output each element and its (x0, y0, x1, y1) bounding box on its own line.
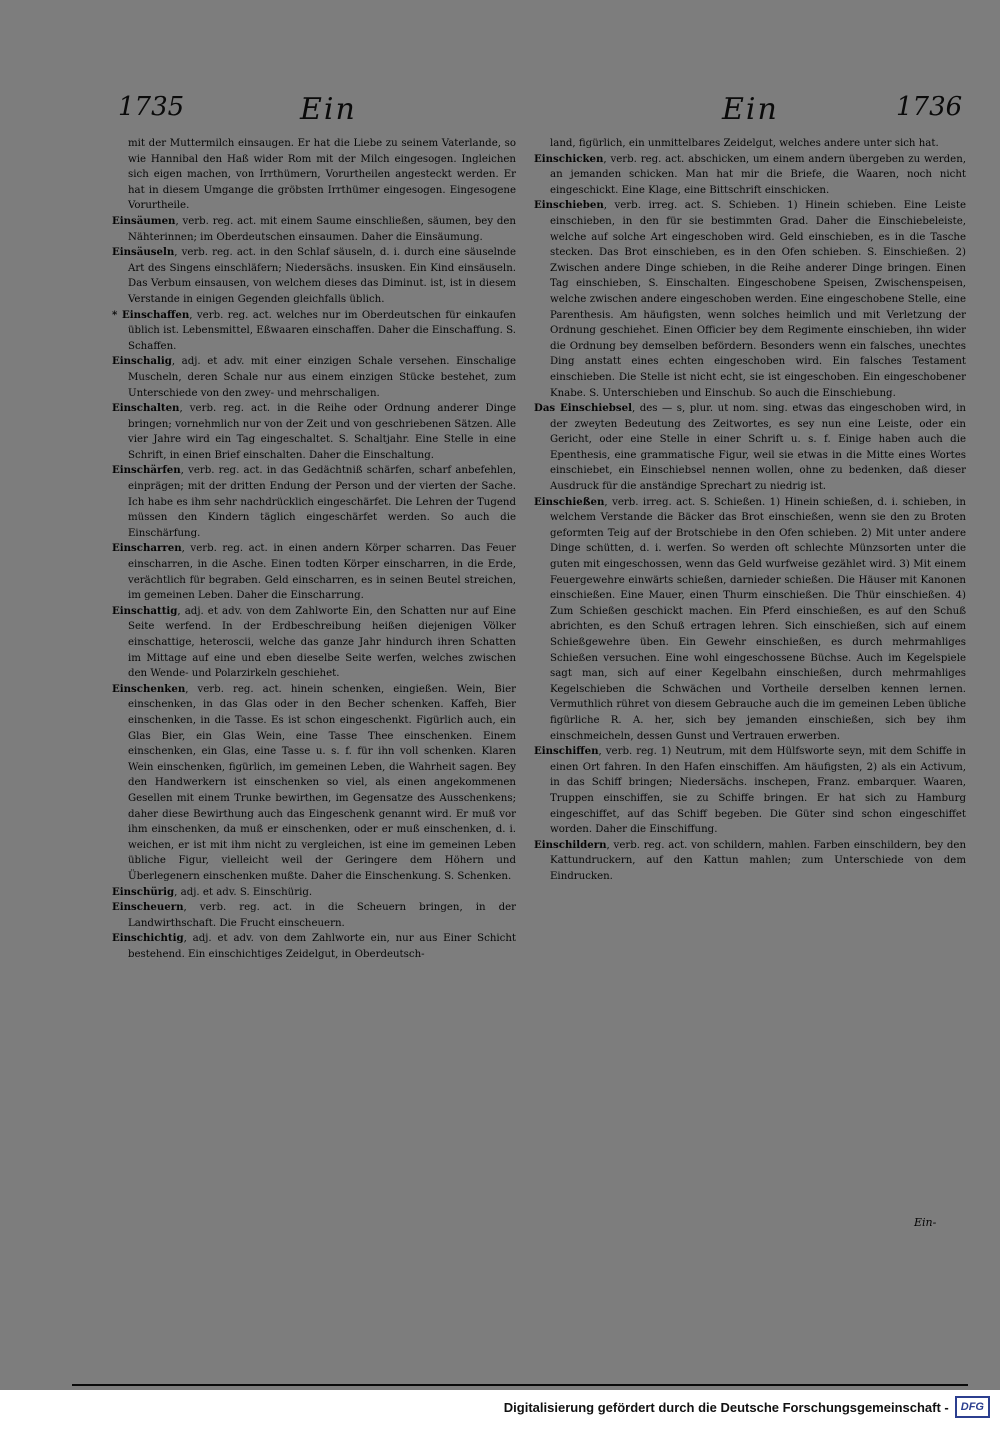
entry-headword: Einschieben (534, 199, 604, 212)
dictionary-entry (112, 463, 516, 541)
entry-headword: * Einschaffen (112, 308, 190, 321)
dictionary-entry (112, 214, 516, 245)
entry-text: , verb. irreg. act. S. Schießen. 1) Hinein schießen, d. i. schieben, in welchem Verstande die Bäcker das Brot einschießen, wenn sie den zu Broten geformten Teig auf der Brotschiebe in den Ofen schieben. 2) Mit unter andere Dinge schütten, d. i. werfen. So werden oft schlechte Münzsorten unter die guten mit eingeschossen, wenn das Geld wurfweise gezählet wird. 3) Mit einem Feuergewehre einwärts schießen, darnieder schießen. Die Häuser mit Kanonen einschießen. Eine Mauer, einen Thurm einschießen. Die Thür einschießen. 4) Zum Schießen geschickt machen. Ein Pferd einschießen, es auf den Schuß abrichten, es den Schuß ertragen lehren. Sich einschießen, sich auf einem Schießgewehre üben. Ein Gewehr einschießen, es durch mehrmahliges Schießen versuchen. Eine wohl eingeschossene Büchse. Auch im Kegelspiele sagt man, sich auf einer Kegelbahn einschießen, durch mehrmahliges Kegelschieben die Schwächen und Vortheile derselben kennen lernen. Vermuthlich rühret von diesem Gebrauche auch die im gemeinen Leben übliche figürliche R. A. her, sich bey jemanden einschießen, sich bey ihm einschmeicheln, dessen Gunst und Vertrauen erwerben. (550, 496, 966, 742)
entry-headword: Das Einschiebsel (534, 402, 632, 415)
entry-text: , verb. irreg. act. S. Schieben. 1) Hinein schieben. Eine Leiste einschieben, in den für sie bestimmten Grad. Daher die Einschiebeleiste, welche auf solche Art eingeschoben wird. Geld einschieben, es in die Tasche stecken. Das Brot einschieben, es in den Ofen schieben. S. Einschießen. 2) Zwischen andere Dinge schieben, in die Reihe anderer Dinge bringen. Einen Tag einschieben, S. Einschalten. Eingeschobene Speisen, Zwischenspeisen, welche zwischen andere eingeschoben werden. Eine eingeschobene Stelle, eine Parenthesis. Am häufigsten, wenn solches heimlich und mit Verletzung der Ordnung geschiehet. Einen Officier bey dem Regimente einschieben, ihn wider die Ordnung bey demselben befördern. Besonders wenn ein falsches, unechtes Ding anstatt eines echten eingeschoben wird. Ein falsches Testament einschieben. Die Stelle ist nicht echt, sie ist eingeschoben. Ein eingeschobener Knabe. S. Unterschieben und Einschub. So auch die Einschiebung. (550, 200, 966, 399)
footer (504, 1396, 990, 1418)
dictionary-entry (534, 152, 966, 199)
entry-headword: Einschenken (112, 682, 186, 695)
entry-text: , verb. reg. act. von schildern, mahlen. Farben einschildern, bey den Kattundruckern, auf den Kattun mahlen; zum Unterschiede von dem Eindrucken. (550, 839, 966, 882)
entry-text: , verb. reg. act. welches nur im Oberdeutschen für einkaufen üblich ist. Lebensmittel, Eßwaaren einschaffen. Daher die Einschaffung. S. Schaffen. (128, 309, 516, 352)
entry-text: , verb. reg. act. in die Scheuern bringen, in der Landwirthschaft. Die Frucht einscheuern. (128, 902, 516, 929)
footer-credit: Digitalisierung gefördert durch die Deutsche Forschungsgemeinschaft - (503, 1399, 949, 1415)
entry-text: , verb. reg. act. abschicken, um einem andern übergeben zu werden, an jemanden schicken. Man hat mir die Briefe, die Waaren, noch nicht eingeschickt. Eine Klage, eine Bittschrift einschicken. (550, 153, 966, 196)
continued-text (112, 136, 516, 214)
catchword: Ein- (914, 1216, 937, 1229)
entry-text: , verb. reg. act. in die Reihe oder Ordnung anderer Dinge bringen; vornehmlich nur von der Zeit und von geschriebenen Sätzen. Alle vier Jahre wird ein Tag eingeschaltet. S. Schaltjahr. Eine Stelle in eine Schrift, in einen Brief einschalten. Daher die Einschaltung. (128, 403, 516, 461)
entry-text: , adj. et adv. von dem Zahlworte Ein, den Schatten nur auf Eine Seite werfend. In der Erdbeschreibung heißen diejenigen Völker einschattige, heteroscii, welche das ganze Jahr hindurch ihren Schatten im Mittage auf eine und eben dieselbe Seite werfen, welches zwischen den Wende- und Polarzirkeln geschiehet. (128, 605, 516, 680)
entry-text: land, figürlich, ein unmittelbares Zeidelgut, welches andere unter sich hat. (550, 138, 939, 149)
right-column (534, 136, 966, 885)
entry-text: , verb. reg. act. in den Schlaf säuseln, d. i. durch eine säuselnde Art des Singens einschläfern; Niedersächs. insusken. Ein Kind einsäuseln. Das Verbum einsausen, von welchem dieses das Diminut. ist, ist in diesem Verstande in einigen Gegenden gleichfalls üblich. (128, 247, 516, 305)
dfg-logo-icon: DFG (955, 1396, 990, 1418)
entry-text: , verb. reg. act. in einen andern Körper scharren. Das Feuer einscharren, in die Asche. Einen todten Körper einscharren, in die Erde, verächtlich für begraben. Geld einscharren, es in seinen Beutel streichen, im gemeinen Leben. Daher die Einscharrung. (128, 543, 516, 602)
continued-text (534, 136, 966, 152)
entry-headword: Einschiffen (534, 745, 599, 758)
dictionary-entry (112, 931, 516, 962)
dictionary-entry (112, 682, 516, 885)
entry-text: , adj. et adv. mit einer einzigen Schale versehen. Einschalige Muscheln, deren Schale nur aus einem einzigen Stücke bestehet, zum Unterschiede von den zwey- und mehrschaligen. (128, 356, 516, 399)
entry-headword: Einschattig (112, 604, 178, 617)
dictionary-entry (534, 838, 966, 885)
entry-headword: Einsäuseln (112, 246, 175, 259)
entry-headword: Einschalig (112, 355, 172, 368)
entry-text: , adj. et adv. von dem Zahlworte ein, nur aus Einer Schicht bestehend. Ein einschichtiges Zeidelgut, in Oberdeutsch- (128, 933, 516, 960)
left-guide-word: Ein (300, 92, 357, 127)
dictionary-entry (534, 744, 966, 838)
bottom-rule (72, 1384, 968, 1386)
dictionary-entry (112, 885, 516, 901)
entry-headword: Einsäumen (112, 214, 176, 227)
left-page-number: 1735 (118, 92, 185, 122)
entry-text: , adj. et adv. S. Einschürig. (174, 886, 313, 898)
entry-text: , verb. reg. act. hinein schenken, eingießen. Wein, Bier einschenken, in das Glas oder in den Becher schenken. Kaffeh, Bier einschenken, in die Tasse. Es ist schon eingeschenkt. Figürlich auch, ein Glas Bier, ein Glas Wein, eine Tasse Thee einschenken. Einem einschenken, ein Glas, eine Tasse u. s. f. für ihn voll schenken. Klaren Wein einschenken, figürlich, im gemeinen Leben, die Wahrheit sagen. Bey den Handwerkern ist einschenken so viel, als einen angekommenen Gesellen mit einem Trunke bewirthen, im Gegensatze des Ausschenkens; daher diese Bewirthung auch das Eingeschenk genannt wird. Er muß vor ihm einschenken, da muß er einschenken, oder er muß einschenken, d. i. weichen, er ist mit ihm nicht zu vergleichen, ist eine im gemeinen Leben übliche Figur, vielleicht weil der Geringere dem Höhern und Überlegenern einschenken mußte. Daher die Einschenkung. S. Schenken. (128, 683, 516, 882)
entry-text: , verb. reg. 1) Neutrum, mit dem Hülfsworte seyn, mit dem Schiffe in einen Ort fahren. In den Hafen einschiffen. Am häufigsten, 2) als ein Activum, in das Schiff bringen; Niedersächs. inschepen, Franz. embarquer. Waaren, Truppen einschiffen, sie zu Schiffe bringen. Er hat sich zu Hamburg eingeschiffet, auf das Schiff begeben. Die Güter sind schon eingeschiffet worden. Daher die Einschiffung. (550, 746, 966, 836)
dictionary-entry (534, 495, 966, 745)
dictionary-entry (112, 245, 516, 307)
entry-headword: Einscheuern (112, 901, 184, 914)
dictionary-entry (112, 541, 516, 603)
entry-headword: Einschichtig (112, 932, 184, 945)
entry-headword: Einschürig (112, 885, 175, 898)
entry-headword: Einschießen (534, 495, 605, 508)
entry-text: , verb. reg. act. in das Gedächtniß schärfen, scharf anbefehlen, einprägen; mit der dritten Endung der Person und der vierten der Sache. Ich habe es ihm sehr nachdrücklich eingeschärfet. Die Lehren der Tugend müssen den Kindern täglich eingeschärfet werden. So auch die Einschärfung. (128, 465, 516, 539)
dictionary-entry (112, 354, 516, 401)
entry-headword: Einschalten (112, 402, 180, 415)
entry-headword: Einschärfen (112, 464, 181, 477)
entry-text: mit der Muttermilch einsaugen. Er hat die Liebe zu seinem Vaterlande, so wie Hannibal den Haß wider Rom mit der Milch eingesogen. Ingleichen sich eigen machen, von Irrthümern, Vorurtheilen angesteckt werden. Er hat in diesem Umgange die gröbsten Irrthümer eingesogen. Eingesogene Vorurtheile. (128, 138, 516, 212)
entry-text: , des — s, plur. ut nom. sing. etwas das eingeschoben wird, in der zweyten Bedeutung des Zeitwortes, es sey nun eine Leiste, oder ein Gericht, oder eine Stelle in einer Schrift u. s. f. Einige haben auch die Epenthesis, eine grammatische Figur, weil sie etwas in die Mitte eines Wortes einschiebet, ein Einschiebsel nennen wollen, ohne zu bedenken, daß dieser Ausdruck für die anständige Sprechart zu niedrig ist. (550, 403, 966, 493)
left-column (112, 136, 516, 962)
entry-headword: Einschildern (534, 838, 607, 851)
dictionary-entry (112, 308, 516, 355)
dictionary-entry (112, 900, 516, 931)
entry-text: , verb. reg. act. mit einem Saume einschließen, säumen, bey den Nähterinnen; im Oberdeutschen einsaumen. Daher die Einsäumung. (128, 215, 516, 243)
dictionary-entry (534, 198, 966, 401)
entry-headword: Einscharren (112, 542, 182, 555)
dictionary-entry (112, 401, 516, 463)
right-guide-word: Ein (722, 92, 779, 127)
dictionary-entry (534, 401, 966, 495)
entry-headword: Einschicken (534, 152, 604, 165)
dictionary-entry (112, 604, 516, 682)
right-page-number: 1736 (896, 92, 963, 122)
